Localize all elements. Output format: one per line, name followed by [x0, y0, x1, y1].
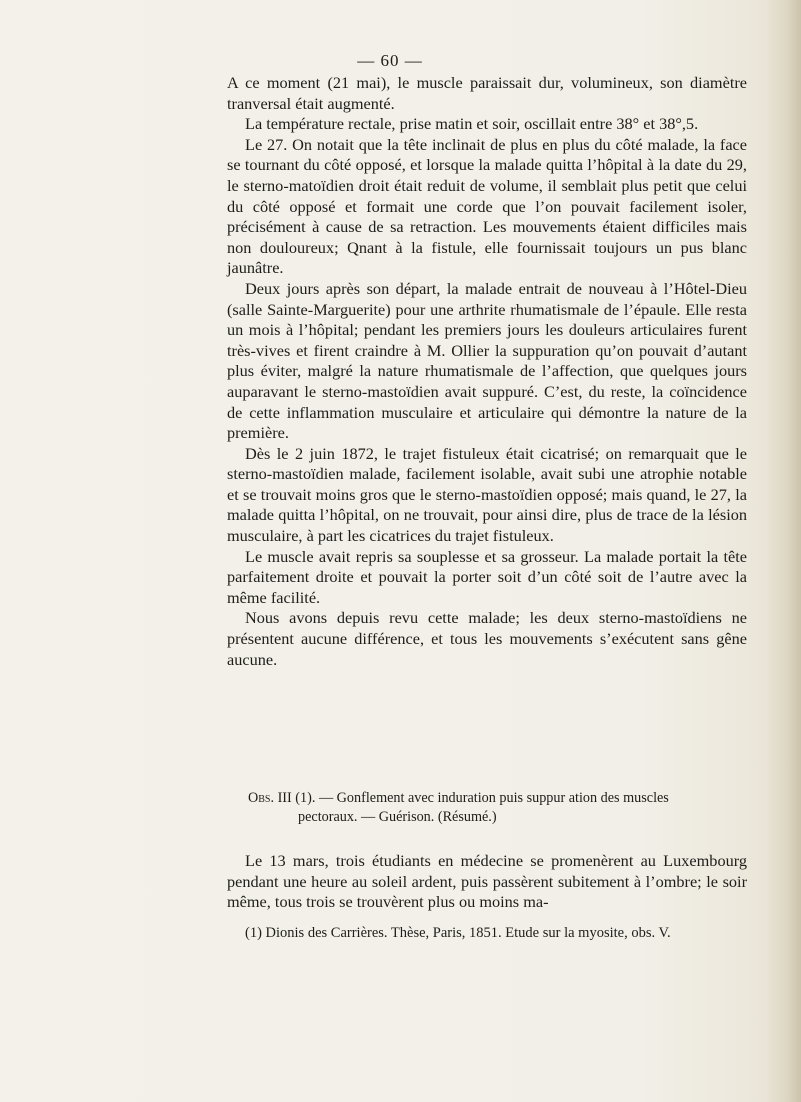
main-text: [227, 73, 747, 670]
paragraph: Dès le 2 juin 1872, le trajet fistuleux était cicatrisé; on remarquait que le sterno-mastoïdien malade, facilement isolable, avait subi une atrophie notable et se trouvait moins gros que le sterno-mastoïdien opposé; mais quand, le 27, la malade quitta l’hôpital, on ne trouvait, pour ainsi dire, plus de trace de la lésion musculaire, à part les cicatrices du trajet fistuleux.: [227, 443, 747, 546]
paragraph: Le 13 mars, trois étudiants en médecine se promenèrent au Luxembourg pendant une heure au soleil ardent, puis passèrent subitement à l’ombre; le soir même, tous trois se trouvèrent plus ou moins ma-: [227, 851, 747, 912]
paragraph: Nous avons depuis revu cette malade; les deux sterno-mastoïdiens ne présentent aucune différence, et tous les mouvements s’exécutent sans gêne aucune.: [227, 608, 747, 669]
paragraph: Le 27. On notait que la tête inclinait de plus en plus du côté malade, la face se tournant du côté opposé, et lorsque la malade quitta l’hôpital à la date du 29, le sterno-matoïdien droit était reduit de volume, il semblait plus petit que celui du côté opposé et formait une corde que l’on pouvait facilement isoler, précisément à cause de sa retraction. Les mouvements étaient difficiles mais non douloureux; Qnant à la fistule, elle fournissait toujours un pus blanc jaunâtre.: [227, 134, 747, 278]
footnote: (1) Dionis des Carrières. Thèse, Paris, 1851. Etude sur la myosite, obs. V.: [245, 925, 671, 941]
observation-label: Obs. III (1).: [248, 790, 316, 806]
paragraph: A ce moment (21 mai), le muscle paraissait dur, volumineux, son diamètre tranversal était augmenté.: [227, 73, 747, 113]
paragraph: La température rectale, prise matin et soir, oscillait entre 38° et 38°,5.: [245, 114, 699, 134]
page-edge-shadow: [767, 0, 801, 1102]
observation-heading-line1: [248, 789, 748, 808]
observation-title-part1: — Gonflement avec induration puis suppur ation des muscles: [318, 790, 669, 806]
paragraph: Le muscle avait repris sa souplesse et sa grosseur. La malade portait la tête parfaitement droite et pouvait la porter soit d’un côté soit de l’autre avec la même facilité.: [227, 546, 747, 607]
observation-heading: [248, 789, 748, 827]
observation-title-part2: pectoraux. — Guérison. (Résumé.): [298, 809, 497, 825]
observation-text: [227, 851, 747, 913]
paragraph: Deux jours après son départ, la malade entrait de nouveau à l’Hôtel-Dieu (salle Sainte-Marguerite) pour une arthrite rhumatismale de l’épaule. Elle resta un mois à l’hôpital; pendant les premiers jours les douleurs articulaires furent très-vives et firent craindre à M. Ollier la suppuration qu’on pouvait d’autant plus éviter, malgré la nature rhumatismale de l’affection, que quelques jours auparavant le sterno-mastoïdien avait suppuré. C’est, du reste, la coïncidence de cette inflammation musculaire et articulaire qui démontre la nature de la première.: [227, 278, 747, 443]
page-number: — 60 —: [357, 51, 423, 70]
